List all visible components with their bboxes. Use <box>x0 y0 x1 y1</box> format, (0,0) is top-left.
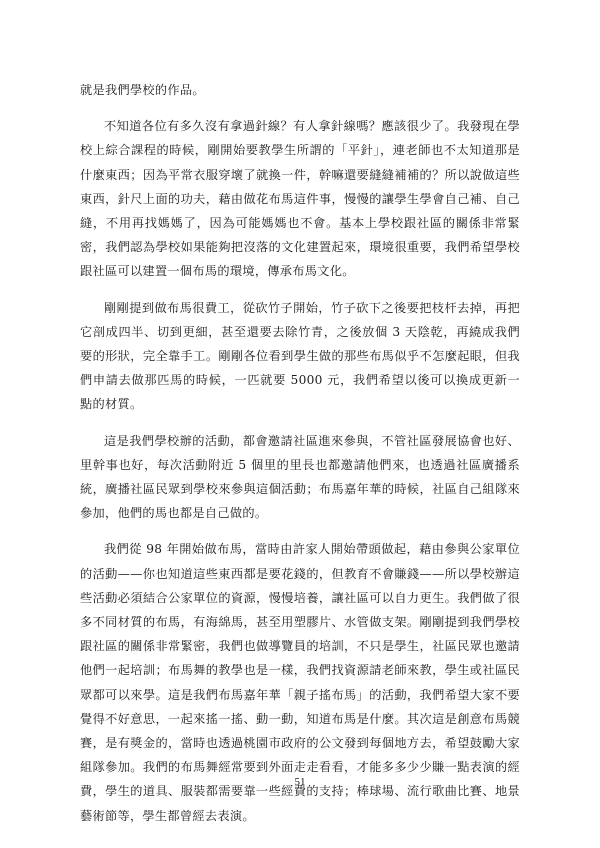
body-text <box>80 78 520 840</box>
paragraph-4: 這是我們學校辦的活動，都會邀請社區進來參與，不管社區發展協會也好、里幹事也好，每次活動附近 5 個里的里長也都邀請他們來，也透過社區廣播系統，廣播社區民眾到學校來參與這個活動；布馬嘉年華的時候，社區自己組隊來參加，他們的馬也都是自己做的。 <box>80 433 520 521</box>
page-number: 51 <box>294 776 306 788</box>
paragraph-1: 就是我們學校的作品。 <box>80 83 205 97</box>
paragraph-3: 剛剛提到做布馬很費工，從砍竹子開始，竹子砍下之後要把枝杆去掉，再把它剖成四半、切到更細，甚至還要去除竹青，之後放個 3 天陰乾，再繞成我們要的形狀，完全靠手工。剛剛各位看到學生做的那些布馬似乎不怎麼起眼，但我們申請去做那匹馬的時候，一匹就要 5000 元，我們希望以後可以換成更新一點的材質。 <box>80 300 520 412</box>
paragraph-2: 不知道各位有多久沒有拿過針線？有人拿針線嗎？應該很少了。我發現在學校上綜合課程的時候，剛開始要教學生所謂的「平針」，連老師也不太知道那是什麼東西；因為平常衣服穿壞了就換一件，幹嘛還要縫縫補補的？所以說做這些東西，針尺上面的功夫，藉由做花布馬這件事，慢慢的讓學生學會自己補、自己縫，不用再找媽媽了，因為可能媽媽也不會。基本上學校跟社區的關係非常緊密，我們認為學校如果能夠把沒落的文化建置起來，環境很重要，我們希望學校跟社區可以建置一個布馬的環境，傳承布馬文化。 <box>80 119 520 279</box>
paragraph-5: 我們從 98 年開始做布馬，當時由許家人開始帶頭做起，藉由參與公家單位的活動——你也知道這些東西都是要花錢的，但教育不會賺錢——所以學校辦這些活動必須結合公家單位的資源，慢慢培養，讓社區可以自力更生。我們做了很多不同材質的布馬，有海綿馬，甚至用塑膠片、水管做支架。剛剛提到我們學校跟社區的關係非常緊密，我們也做導覽員的培訓，不只是學生，社區民眾也邀請他們一起培訓；布馬舞的教學也是一樣，我們找資源請老師來教，學生或社區民眾都可以來學。這是我們布馬嘉年華「親子搖布馬」的活動，我們希望大家不要覺得不好意思，一起來搖一搖、動一動，知道布馬是什麼。其次這是創意布馬競賽，是有獎金的，當時也透過桃園市政府的公文發到每個地方去，希望鼓勵大家組隊參加。我們的布馬舞經常要到外面走走看看，才能多多少少賺一點表演的經費，學生的道具、服裝都需要靠一些經費的支持；棒球場、流行歌曲比賽、地景藝術節等，學生都曾經去表演。 <box>80 542 520 823</box>
